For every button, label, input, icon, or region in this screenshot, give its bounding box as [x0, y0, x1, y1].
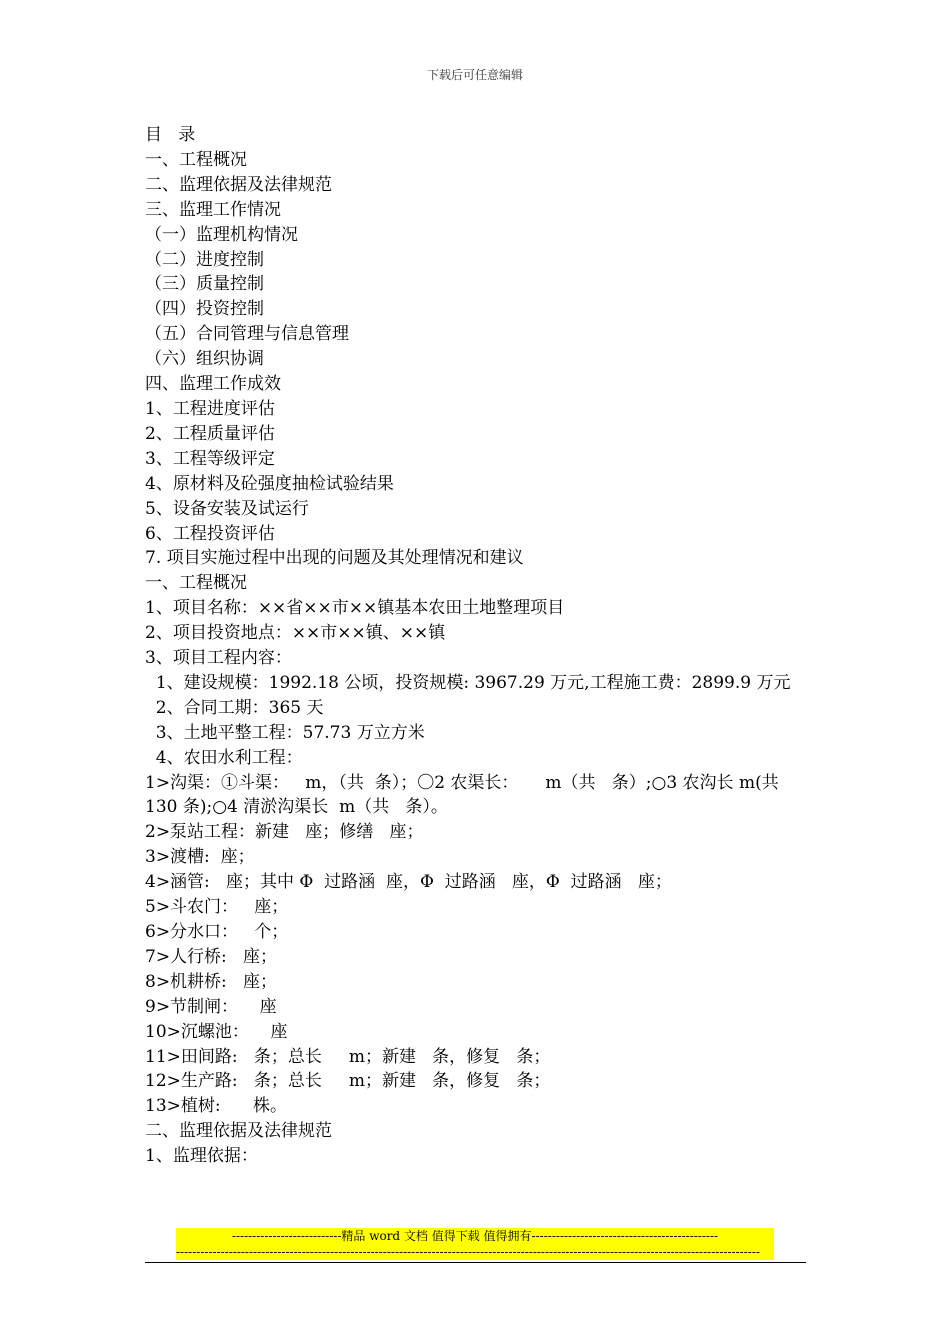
- paragraph-line: 12>生产路: 条；总长 m；新建 条，修复 条；: [145, 1071, 551, 1092]
- toc-title: 目 录: [145, 125, 196, 145]
- paragraph-line: 11>田间路: 条；总长 m；新建 条，修复 条；: [145, 1046, 551, 1067]
- toc-item: （六）组织协调: [145, 349, 264, 370]
- paragraph-line: 2>泵站工程：新建 座；修缮 座；: [145, 822, 424, 843]
- page-header: 下载后可任意编辑: [426, 68, 523, 82]
- paragraph-line: 3>渡槽: 座；: [145, 847, 255, 868]
- paragraph-line: 1>沟渠：①斗渠： m，（共 条）；〇2 农渠长： m（共 条）;○3 农沟长 m(共 130 条);○4 清淤沟渠长 m（共 条）。: [145, 772, 785, 818]
- footer-banner: [176, 1228, 774, 1260]
- paragraph-line: 5>斗农门： 座；: [145, 897, 289, 918]
- toc-item: 4、原材料及砼强度抽检试验结果: [145, 473, 394, 494]
- toc-item: 四、监理工作成效: [145, 374, 281, 395]
- toc-item: 3、工程等级评定: [145, 448, 275, 469]
- paragraph-line: 8>机耕桥: 座；: [145, 971, 277, 992]
- toc-item: 5、设备安装及试运行: [145, 498, 309, 519]
- paragraph-line: 3、土地平整工程：57.73 万立方米: [145, 722, 425, 743]
- toc-item: （一）监理机构情况: [145, 224, 298, 245]
- toc-item: （三）质量控制: [145, 274, 264, 295]
- paragraph-line: 3、项目工程内容：: [145, 648, 292, 669]
- paragraph-line: 6>分水口： 个；: [145, 922, 289, 942]
- document-body: [145, 123, 805, 1169]
- paragraph-line: 4>涵管: 座；其中 Φ 过路涵 座，Φ 过路涵 座，Φ 过路涵 座；: [145, 872, 672, 893]
- toc-item: 三、监理工作情况: [145, 199, 281, 220]
- toc-item: （二）进度控制: [145, 249, 264, 270]
- toc-item: （五）合同管理与信息管理: [145, 324, 349, 345]
- paragraph-line: 13>植树: 株。: [145, 1096, 288, 1117]
- section-heading: 二、监理依据及法律规范: [145, 1121, 332, 1142]
- footer-banner-dashes: ------------------------------------------------------------------------------------------------------------------------------------------------: [176, 1245, 760, 1259]
- toc-item: （四）投资控制: [145, 299, 264, 320]
- paragraph-line: 2、合同工期：365 天: [145, 697, 324, 718]
- paragraph-line: 2、项目投资地点：××市××镇、××镇: [145, 623, 446, 644]
- toc-item: 二、监理依据及法律规范: [145, 174, 332, 195]
- paragraph-line: 10>沉螺池： 座: [145, 1021, 288, 1042]
- paragraph-line: 7>人行桥: 座；: [145, 946, 277, 967]
- footer-banner-text: ---------------------------精品 word 文档 值得下载 值得拥有----------------------------------------------: [231, 1229, 719, 1243]
- paragraph-line: 4、农田水利工程：: [145, 747, 303, 768]
- paragraph-line: 1、项目名称：××省××市××镇基本农田土地整理项目: [145, 598, 565, 619]
- paragraph-line: 1、监理依据：: [145, 1146, 258, 1167]
- toc-item: 一、工程概况: [145, 149, 247, 170]
- toc-item: 6、工程投资评估: [145, 523, 275, 544]
- toc-item: 1、工程进度评估: [145, 398, 275, 419]
- paragraph-line: 9>节制闸： 座: [145, 996, 277, 1017]
- section-heading: 一、工程概况: [145, 573, 247, 594]
- toc-item: 7. 项目实施过程中出现的问题及其处理情况和建议: [145, 548, 524, 569]
- footer-rule: [145, 1262, 806, 1263]
- toc-item: 2、工程质量评估: [145, 423, 275, 444]
- paragraph-line: 1、建设规模：1992.18 公顷，投资规模: 3967.29 万元,工程施工费：2899.9 万元: [145, 672, 791, 693]
